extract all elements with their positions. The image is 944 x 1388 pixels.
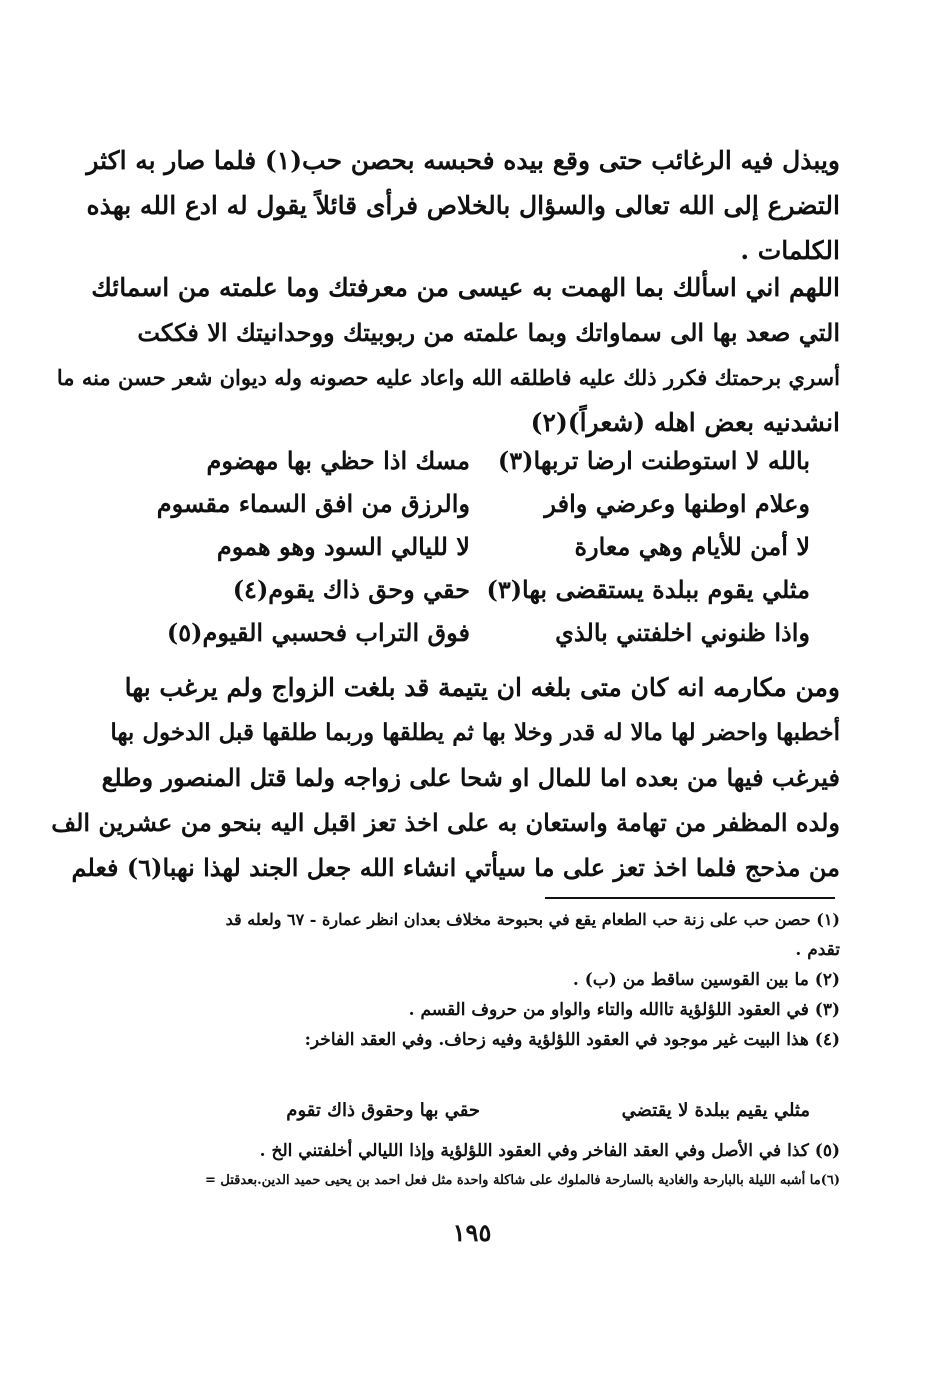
footnotes-bottom xyxy=(150,1136,840,1196)
text-line: أسري برحمتك فكرر ذلك عليه فاطلقه الله واعاد عليه حصونه وله ديوان شعر حسن منه ما xyxy=(56,365,840,390)
text-line: ويبذل فيه الرغائب حتى وقع بيده فحبسه بحصن حب(١) فلما صار به اكثر xyxy=(86,146,840,175)
verse-second-hemistich: والرزق من افق السماء مقسوم xyxy=(156,489,470,518)
footnotes-top xyxy=(150,905,840,1055)
footnote-verse xyxy=(150,1100,840,1134)
footnote: (٦)ما أشبه الليلة بالبارحة والغادية بالسارحة فالملوك على شاكلة واحدة مثل فعل احمد بن يحيى حميد الدين.بعدقتل = xyxy=(205,1173,840,1188)
text-line: أخطبها واحضر لها مالا له قدر وخلا بها ثم يطلقها وربما طلقها قبل الدخول بها xyxy=(110,719,840,746)
poem-verse xyxy=(150,618,840,661)
footnote: (٢) ما بين القوسين ساقط من (ب) . xyxy=(572,970,840,990)
footnote: تقدم . xyxy=(795,940,840,960)
text-line: التي صعد بها الى سماواتك وبما علمته من ربوبيتك ووحدانيتك الا فككت xyxy=(137,318,840,347)
verse-second-hemistich: مسك اذا حظي بها مهضوم xyxy=(206,446,470,475)
poem-verse xyxy=(150,489,840,532)
text-line: فيرغب فيها من بعده اما للمال او شحا على زواجه ولما قتل المنصور وطلع xyxy=(101,763,840,792)
text-line: التضرع إلى الله تعالى والسؤال بالخلاص فرأى قائلاً يقول له ادع الله بهذه xyxy=(86,191,840,220)
verse-second-hemistich: حقي بها وحقوق ذاك تقوم xyxy=(286,1100,480,1121)
text-line: انشدنيه بعض اهله (شعراً)(٢) xyxy=(530,408,840,437)
footnote-separator xyxy=(545,897,835,899)
footnote: (٥) كذا في الأصل وفي العقد الفاخر وفي العقود اللؤلؤية وإذا الليالي أخلفتني الخ . xyxy=(259,1141,840,1161)
text-line: ومن مكارمه انه كان متى بلغه ان يتيمة قد بلغت الزواج ولم يرغب بها xyxy=(124,673,840,702)
verse-first-hemistich: لا أمن للأيام وهي معارة xyxy=(574,532,810,561)
paragraph-3 xyxy=(51,665,840,890)
poem-verse xyxy=(150,532,840,575)
footnote: (٤) هذا البيت غير موجود في العقود اللؤلؤية وفيه زحاف. وفي العقد الفاخر: xyxy=(304,1030,840,1050)
text-line: الكلمات . xyxy=(740,236,840,265)
footnote: (٣) في العقود اللؤلؤية تاالله والتاء والواو من حروف القسم . xyxy=(408,1000,840,1020)
text-line: اللهم اني اسألك بما الهمت به عيسى من معرفتك وما علمته من اسمائك xyxy=(91,273,840,302)
paragraph-1 xyxy=(86,138,840,273)
verse-first-hemistich: بالله لا استوطنت ارضا تربها(٣) xyxy=(497,446,810,475)
footnote: (١) حصن حب على زنة حب الطعام يقع في بحبوحة مخلاف بعدان انظر عمارة - ٦٧ ولعله قد xyxy=(225,910,840,929)
text-line: من مذحج فلما اخذ تعز على ما سيأتي انشاء الله جعل الجند لهذا نهبا(٦) فعلم xyxy=(71,853,840,882)
verse-first-hemistich: وعلام اوطنها وعرضي وافر xyxy=(544,489,810,518)
poem xyxy=(150,446,840,661)
text-line: ولده المظفر من تهامة واستعان به على اخذ تعز اقبل اليه بنحو من عشرين الف xyxy=(51,808,840,837)
verse-second-hemistich: حقي وحق ذاك يقوم(٤) xyxy=(232,575,470,604)
poem-verse xyxy=(150,446,840,489)
verse-first-hemistich: واذا ظنوني اخلفتني بالذي xyxy=(555,618,810,647)
page-number: ١٩٥ xyxy=(452,1218,492,1247)
verse-first-hemistich: مثلي يقيم ببلدة لا يقتضي xyxy=(621,1100,810,1121)
paragraph-2 xyxy=(56,265,840,445)
verse-first-hemistich: مثلي يقوم ببلدة يستقضى بها(٣) xyxy=(486,575,810,604)
poem-verse xyxy=(150,575,840,618)
verse-second-hemistich: فوق التراب فحسبي القيوم(٥) xyxy=(166,618,470,647)
verse-second-hemistich: لا لليالي السود وهو هموم xyxy=(216,532,470,561)
